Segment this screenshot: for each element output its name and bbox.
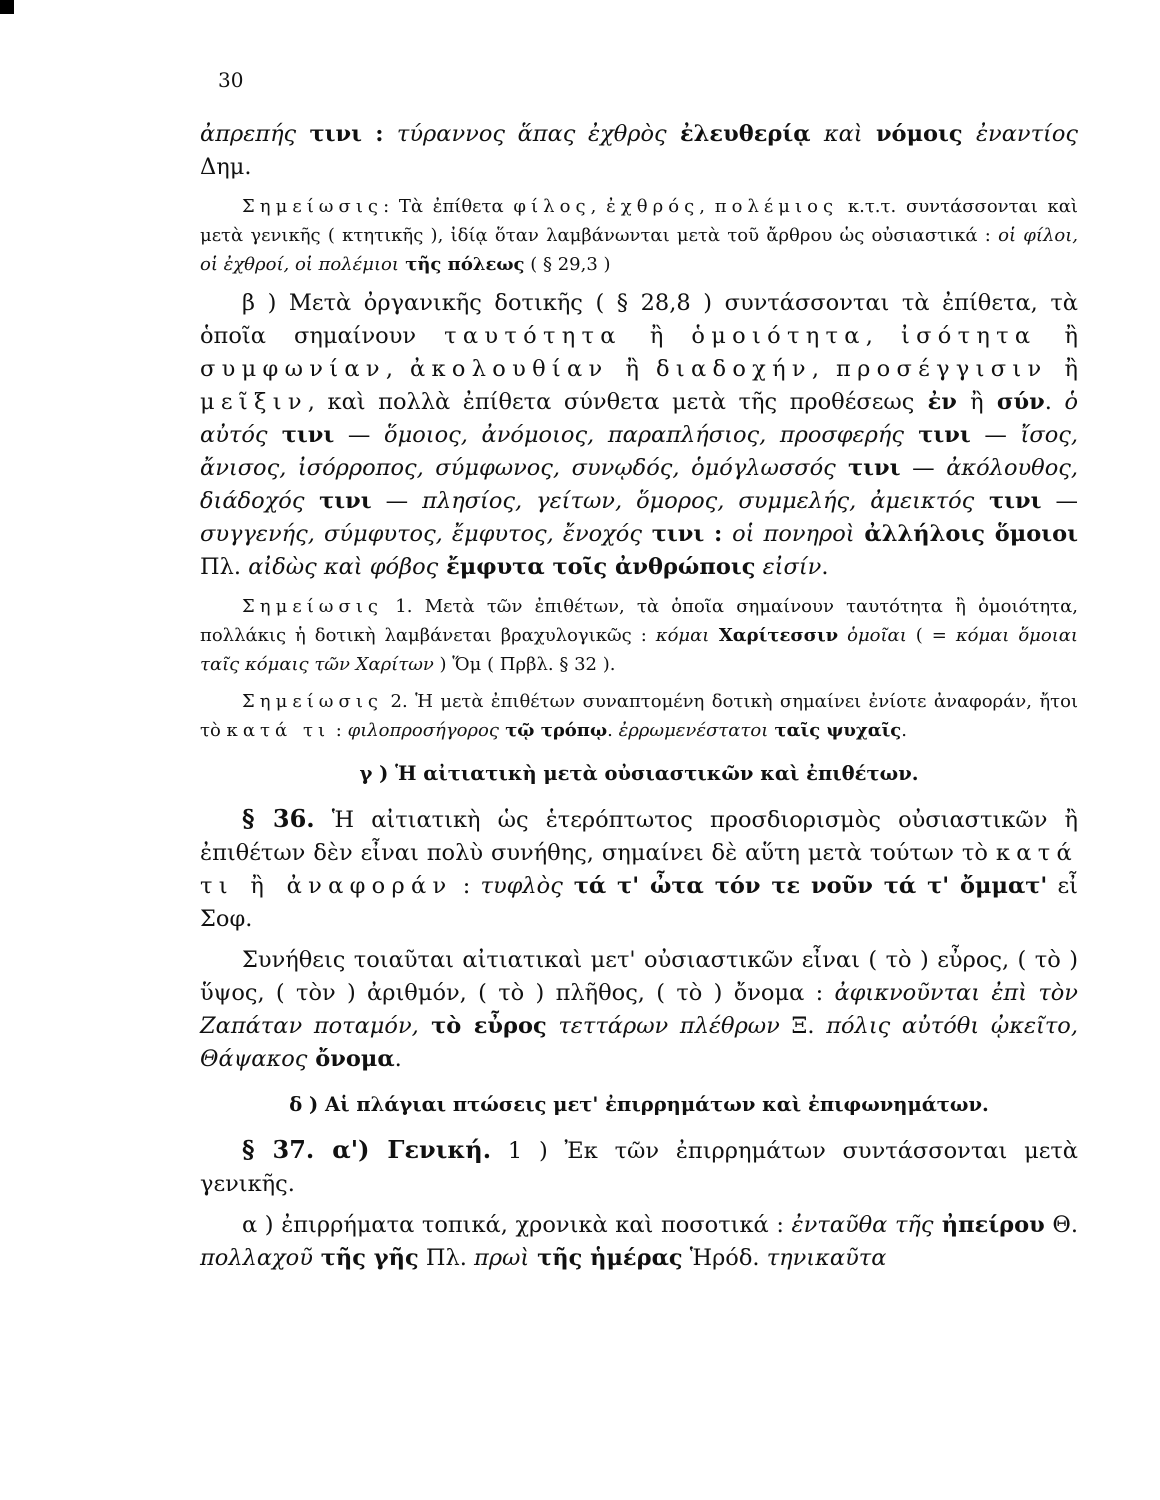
note-1-brachylogy: Σημείωσις 1. Μετὰ τῶν ἐπιθέτων, τὰ ὁποῖα σημαίνουν ταυτότητα ἢ ὁμοιότητα, πολλάκις ἡ δοτικὴ λαμβάνεται βραχυλογικῶς : κόμαι Χαρίτεσσιν ὁμοῖαι ( = κόμαι ὅμοιαι ταῖς κόμαις τῶν Χαρίτων ) Ὅμ ( Πρβλ. § 32 ). bbox=[200, 596, 1078, 675]
section-heading-accusative: γ ) Ἡ αἰτιατικὴ μετὰ οὐσιαστικῶν καὶ ἐπιθέτων. bbox=[359, 762, 919, 785]
paragraph-section-36: § 36. Ἡ αἰτιατικὴ ὡς ἑτερόπτωτος προσδιορισμὸς οὐσιαστικῶν ἢ ἐπιθέτων δὲν εἶναι πολὺ συνήθης, σημαίνει δὲ αὕτη μετὰ τούτων τὸ κατά τι ἢ ἀναφοράν : τυφλὸς τά τ' ὦτα τόν τε νοῦν τά τ' ὄμματ' εἶ Σοφ. bbox=[200, 804, 1079, 932]
scan-corner-mark bbox=[0, 0, 14, 14]
note-2-reference-dative: Σημείωσις 2. Ἡ μετὰ ἐπιθέτων συναπτομένη δοτικὴ σημαίνει ἐνίοτε ἀναφοράν, ἤτοι τὸ κατά τι : φιλοπροσήγορος τῷ τρόπῳ. ἐρρωμενέστατοι ταῖς ψυχαῖς. bbox=[200, 691, 1078, 741]
page-number: 30 bbox=[218, 68, 244, 92]
paragraph-section-37: § 37. α') Γενική. 1 ) Ἐκ τῶν ἐπιρρημάτων συντάσσονται μετὰ γενικῆς. bbox=[200, 1135, 1078, 1197]
paragraph-section-37-adverbs: α ) ἐπιρρήματα τοπικά, χρονικὰ καὶ ποσοτικά : ἐνταῦθα τῆς ἠπείρου Θ. πολλαχοῦ τῆς γῆς Πλ. πρωὶ τῆς ἡμέρας Ἡρόδ. τηνικαῦτα bbox=[200, 1212, 1078, 1271]
paragraph-dotive-examples: ἀπρεπής τινι : τύραννος ἅπας ἐχθρὸς ἐλευθερίᾳ καὶ νόμοις ἐναντίος Δημ. bbox=[200, 121, 1078, 180]
note-enemy-adjectives: Σημείωσις: Τὰ ἐπίθετα φίλος, ἐχθρός, πολέμιος κ.τ.τ. συντάσσονται καὶ μετὰ γενικῆς ( κτητικῆς ), ἰδίᾳ ὅταν λαμβάνωνται μετὰ τοῦ ἄρθρου ὡς οὐσιαστικά : οἱ φίλοι, οἱ ἐχθροί, οἱ πολέμιοι τῆς πόλεως ( § 29,3 ) bbox=[200, 196, 1078, 275]
paragraph-section-36-examples: Συνήθεις τοιαῦται αἰτιατικαὶ μετ' οὐσιαστικῶν εἶναι ( τὸ ) εὖρος, ( τὸ ) ὕψος, ( τὸν ) ἀριθμόν, ( τὸ ) πλῆθος, ( τὸ ) ὄνομα : ἀφικνοῦνται ἐπὶ τὸν Ζαπάταν ποταμόν, τὸ εὖρος τεττάρων πλέθρων Ξ. πόλις αὐτόθι ᾠκεῖτο, Θάψακος ὄνομα. bbox=[200, 947, 1078, 1072]
page-body bbox=[200, 118, 1078, 1275]
section-heading-adverbs: δ ) Αἱ πλάγιαι πτώσεις μετ' ἐπιρρημάτων καὶ ἐπιφωνημάτων. bbox=[289, 1093, 989, 1116]
paragraph-instrumental-dative: β ) Μετὰ ὀργανικῆς δοτικῆς ( § 28,8 ) συντάσσονται τὰ ἐπίθετα, τὰ ὁποῖα σημαίνουν ταυτότητα ἢ ὁμοιότητα, ἰσότητα ἢ συμφωνίαν, ἀκολουθίαν ἢ διαδοχήν, προσέγγισιν ἢ μεῖξιν, καὶ πολλὰ ἐπίθετα σύνθετα μετὰ τῆς προθέσεως ἐν ἢ σύν. ὁ αὐτός τινι — ὅμοιος, ἀνόμοιος, παραπλήσιος, προσφερής τινι — ἴσος, ἄνισος, ἰσόρροπος, σύμφωνος, συνῳδός, ὁμόγλωσσός τινι — ἀκόλουθος, διάδοχός τινι — πλησίος, γείτων, ὅμορος, συμμελής, ἀμεικτός τινι — συγγενής, σύμφυτος, ἔμφυτος, ἔνοχός τινι : οἱ πονηροὶ ἀλλήλοις ὅμοιοι Πλ. αἰδὼς καὶ φόβος ἔμφυτα τοῖς ἀνθρώποις εἰσίν. bbox=[200, 290, 1079, 580]
